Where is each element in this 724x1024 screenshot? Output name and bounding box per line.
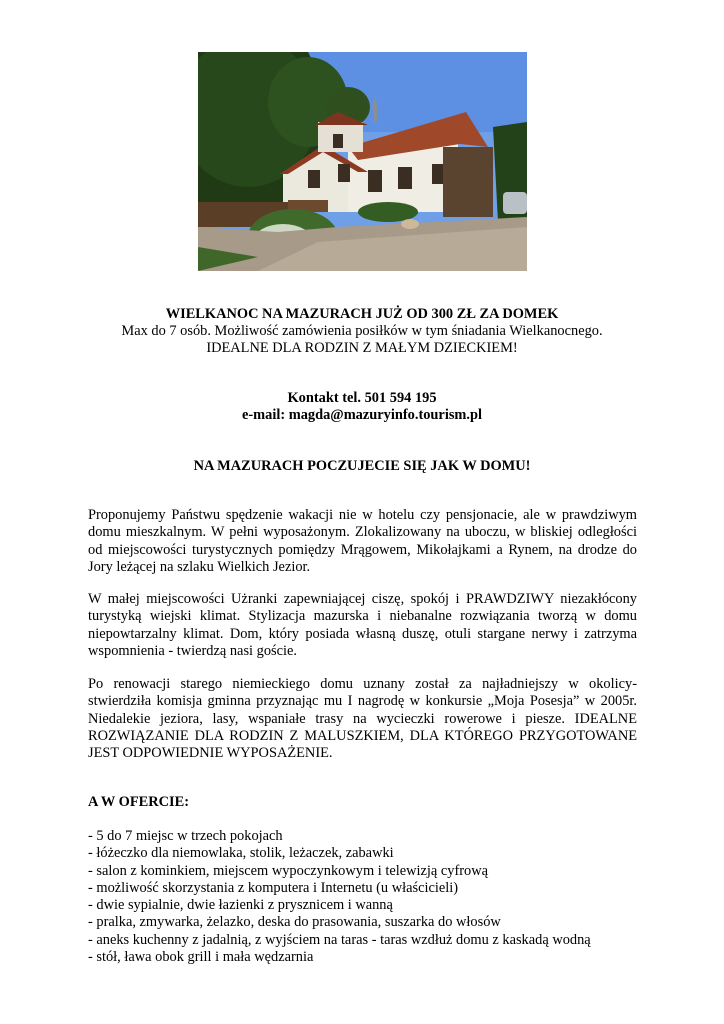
list-item: - możliwość skorzystania z komputera i Internetu (u właścicieli)	[88, 879, 459, 896]
paragraph-line: domu mieszkalnym. W pełni wyposażonym. Zlokalizowany na uboczu, w bliskiej odległości	[88, 524, 637, 541]
offer-tagline: IDEALNE DLA RODZIN Z MAŁYM DZIECKIEM!	[206, 340, 518, 356]
list-item: - dwie sypialnie, dwie łazienki z prysznicem i wanną	[88, 897, 393, 914]
paragraph-line: od miejscowości turystycznych pomiędzy Mrągowem, Mikołajkami a Rynem, na drodze do	[88, 541, 637, 558]
offer-list	[88, 828, 648, 966]
paragraph-line: turystyką wiejski klimat. Stylizacja mazurska i niebanalne rozwiązania tworzą w domu	[88, 608, 637, 625]
paragraph-line: JEST ODPOWIEDNIE WYPOSAŻENIE.	[88, 745, 333, 762]
paragraph-line: Niedalekie jeziora, lasy, wspaniałe trasy na wycieczki rowerowe i piesze. IDEALNE	[88, 710, 637, 727]
list-item: - aneks kuchenny z jadalnią, z wyjściem na taras - taras wzdłuż domu z kaskadą wodną	[88, 931, 591, 948]
paragraph-3	[88, 676, 637, 762]
contact-phone: Kontakt tel. 501 594 195	[287, 390, 437, 406]
offer-heading: A W OFERCIE:	[88, 794, 190, 810]
list-item: - pralka, zmywarka, żelazko, deska do prasowania, suszarka do włosów	[88, 914, 501, 931]
paragraph-line: wspomnienia - twierdzą nasi goście.	[88, 642, 298, 659]
list-item: - stół, ława obok grill i mała wędzarnia	[88, 949, 314, 966]
list-item: - łóżeczko dla niemowlaka, stolik, leżaczek, zabawki	[88, 845, 394, 862]
paragraph-line: Proponujemy Państwu spędzenie wakacji nie w hotelu czy pensjonacie, ale w prawdziwym	[88, 507, 637, 523]
offer-title: WIELKANOC NA MAZURACH JUŻ OD 300 ZŁ ZA DOMEK	[165, 306, 559, 322]
paragraph-line: Po renowacji starego niemieckiego domu uznany został za najładniejszy w okolicy-	[88, 676, 637, 692]
paragraph-line: stwierdziła komisja gminna przyznając mu I nagrodę w konkursie „Moja Posesja” w 2005r.	[88, 693, 637, 710]
paragraph-2	[88, 591, 637, 660]
paragraph-1	[88, 507, 637, 576]
slogan: NA MAZURACH POCZUJECIE SIĘ JAK W DOMU!	[193, 458, 531, 474]
house-photo	[198, 52, 527, 271]
list-item: - 5 do 7 miejsc w trzech pokojach	[88, 828, 283, 844]
paragraph-line: W małej miejscowości Użranki zapewniającej ciszę, spokój i PRAWDZIWY niezakłócony	[88, 591, 637, 607]
paragraph-line: Jory leżącej na szlaku Wielkich Jezior.	[88, 558, 311, 575]
paragraph-line: niepowtarzalny klimat. Dom, który posiada własną duszę, otuli stargane nerwy i zatrzyma	[88, 625, 637, 642]
contact-email: e-mail: magda@mazuryinfo.tourism.pl	[241, 407, 483, 423]
list-item: - salon z kominkiem, miejscem wypoczynkowym i telewizją cyfrową	[88, 862, 489, 879]
offer-subtitle: Max do 7 osób. Możliwość zamówienia posiłków w tym śniadania Wielkanocnego.	[121, 323, 603, 339]
paragraph-line: ROZWIĄZANIE DLA RODZIN Z MALUSZKIEM, DLA KTÓREGO PRZYGOTOWANE	[88, 727, 637, 744]
